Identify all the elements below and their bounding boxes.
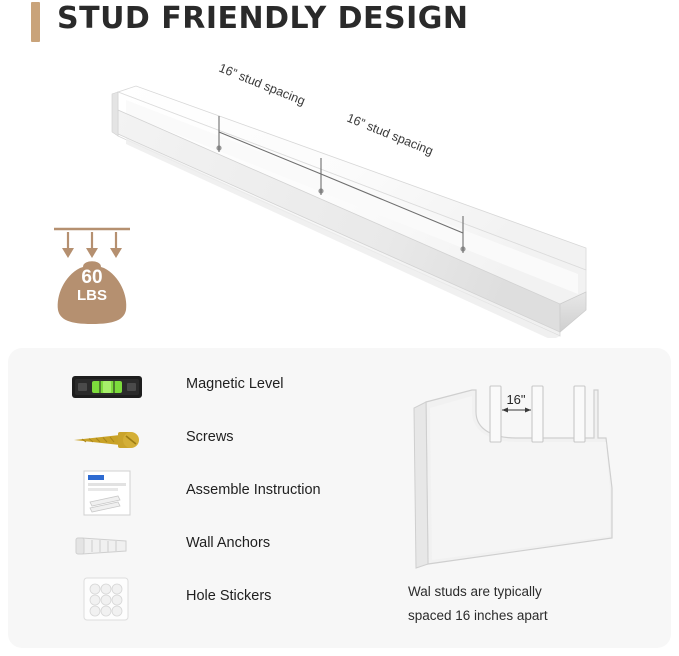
stud-dimension-label: 16" [506, 392, 526, 407]
list-item [48, 574, 388, 627]
weight-number: 60 [81, 267, 103, 288]
stud-wall-diagram [398, 368, 648, 578]
weight-capacity-badge [48, 222, 148, 332]
accessory-label: Wall Anchors [186, 535, 271, 551]
accessory-label: Hole Stickers [186, 588, 272, 604]
stud-wall-svg [398, 368, 648, 578]
stud-posts [490, 386, 585, 442]
list-item [48, 468, 388, 521]
caption-line-1: Wal studs are typically [408, 584, 542, 599]
list-item [48, 521, 388, 574]
list-item [48, 362, 388, 415]
page-header [0, 0, 679, 48]
hole-stickers-icon [62, 574, 150, 624]
accessory-list [48, 362, 388, 627]
level-icon [62, 362, 150, 412]
accessory-label: Screws [186, 429, 234, 445]
stud-diagram-caption [408, 580, 658, 627]
dimension-label-2: 16” stud spacing [344, 110, 436, 159]
header-accent-bar [31, 2, 40, 42]
screw-icon [62, 415, 150, 465]
weight-text [48, 268, 136, 304]
accessory-label: Magnetic Level [186, 376, 284, 392]
caption-line-2: spaced 16 inches apart [408, 607, 548, 623]
force-arrows [62, 232, 122, 258]
accessory-label: Assemble Instruction [186, 482, 321, 498]
instruction-icon [62, 468, 150, 518]
accessories-panel [8, 348, 671, 648]
page-title: STUD FRIENDLY DESIGN [57, 1, 469, 36]
dimension-label-1: 16” stud spacing [216, 60, 308, 109]
anchor-icon [62, 521, 150, 571]
list-item [48, 415, 388, 468]
weight-unit: LBS [77, 286, 107, 304]
